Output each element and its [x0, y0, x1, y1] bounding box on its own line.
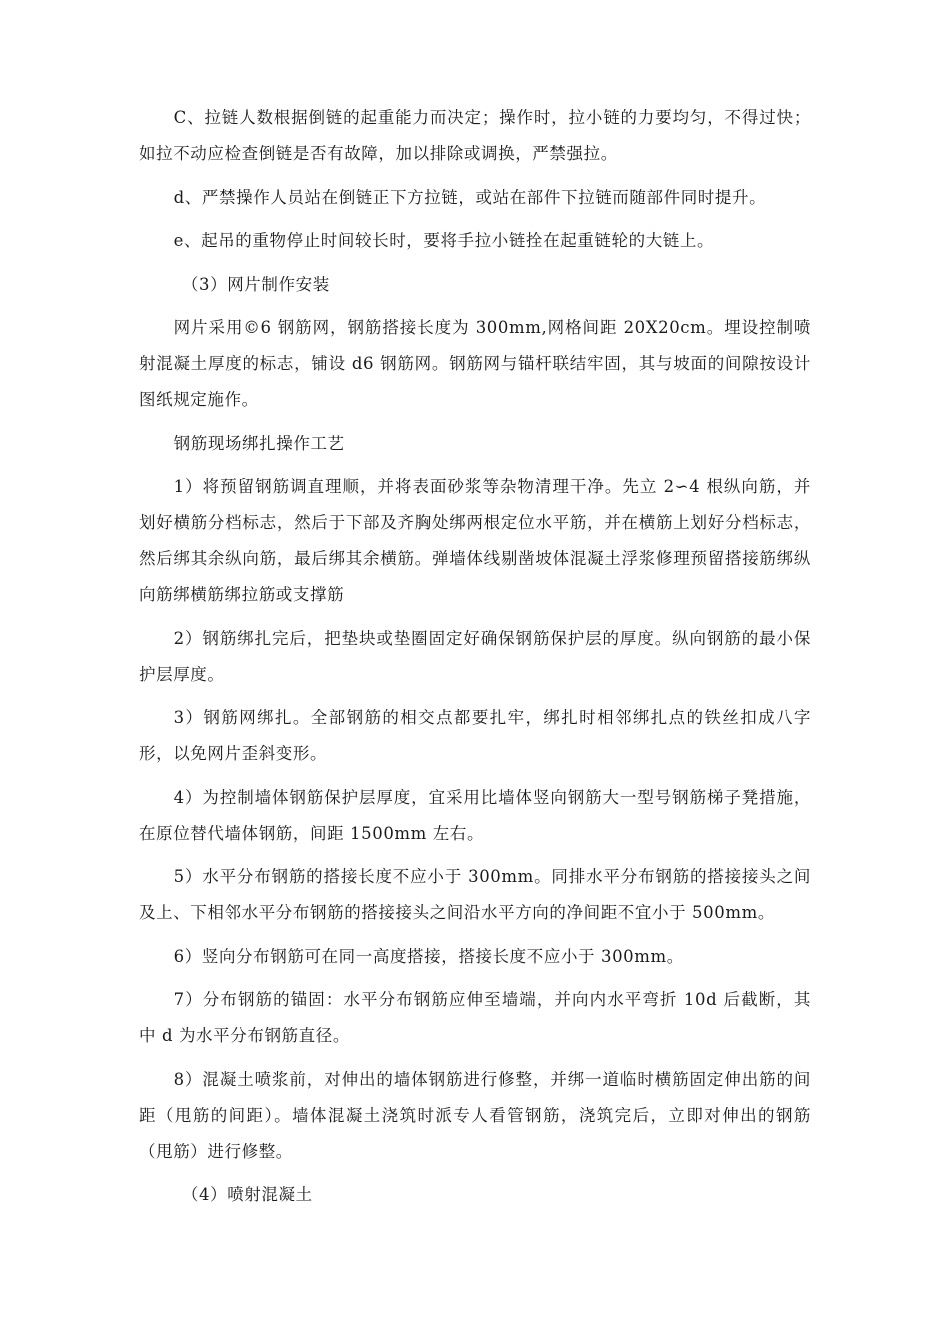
list-item-5: 5）水平分布钢筋的搭接长度不应小于 300mm。同排水平分布钢筋的搭接接头之间及上、下相邻水平分布钢筋的搭接接头之间沿水平方向的净间距不宜小于 500mm。 — [139, 867, 811, 922]
list-item-6: 6）竖向分布钢筋可在同一高度搭接，搭接长度不应小于 300mm。 — [173, 946, 684, 966]
list-item-1: 1）将预留钢筋调直理顺，并将表面砂浆等杂物清理干净。先立 2∽4 根纵向筋，并划好横筋分档标志，然后于下部及齐胸处绑两根定位水平筋，并在横筋上划好分档标志，然后绑其余纵向筋，最后绑其余横筋。弹墙体线剔凿坡体混凝土浮浆修理预留搭接筋绑纵向筋绑横筋绑拉筋或支撑筋 — [139, 477, 811, 604]
paragraph-long-stop: e、起吊的重物停止时间较长时，要将手拉小链拴在起重链轮的大链上。 — [173, 231, 715, 250]
section-heading-shotcrete: （4）喷射混凝土 — [181, 1185, 313, 1204]
subheading-binding-process: 钢筋现场绑扎操作工艺 — [173, 433, 345, 453]
section-heading-mesh: （3）网片制作安装 — [181, 274, 330, 294]
list-item-3: 3）钢筋网绑扎。全部钢筋的相交点都要扎牢，绑扎时相邻绑扎点的铁丝扣成八字形，以免网片歪斜变形。 — [139, 708, 811, 763]
paragraph-no-standing-under: d、严禁操作人员站在倒链正下方拉链，或站在部件下拉链而随部件同时提升。 — [173, 187, 767, 207]
list-item-2: 2）钢筋绑扎完后，把垫块或垫圈固定好确保钢筋保护层的厚度。纵向钢筋的最小保护层厚度。 — [139, 628, 811, 684]
list-item-4: 4）为控制墙体钢筋保护层厚度，宜采用比墙体竖向钢筋大一型号钢筋梯子凳措施，在原位替代墙体钢筋，间距 1500mm 左右。 — [139, 787, 811, 843]
list-item-7: 7）分布钢筋的锚固：水平分布钢筋应伸至墙端，并向内水平弯折 10d 后截断，其中 d 为水平分布钢筋直径。 — [139, 990, 811, 1045]
document-body — [139, 100, 811, 1221]
list-item-8: 8）混凝土喷浆前，对伸出的墙体钢筋进行修整，并绑一道临时横筋固定伸出筋的间距（甩筋的间距）。墙体混凝土浇筑时派专人看管钢筋，浇筑完后，立即对伸出的钢筋（甩筋）进行修整。 — [139, 1069, 811, 1161]
paragraph-chain-operators: C、拉链人数根据倒链的起重能力而决定；操作时，拉小链的力要均匀，不得过快；如拉不动应检查倒链是否有故障，加以排除或调换，严禁强拉。 — [139, 108, 811, 163]
paragraph-mesh-spec: 网片采用©6 钢筋网，钢筋搭接长度为 300mm,网格间距 20X20cm。埋设控制喷射混凝土厚度的标志，铺设 d6 钢筋网。钢筋网与锚杆联结牢固，其与坡面的间隙按设计图纸规定施作。 — [139, 318, 811, 409]
